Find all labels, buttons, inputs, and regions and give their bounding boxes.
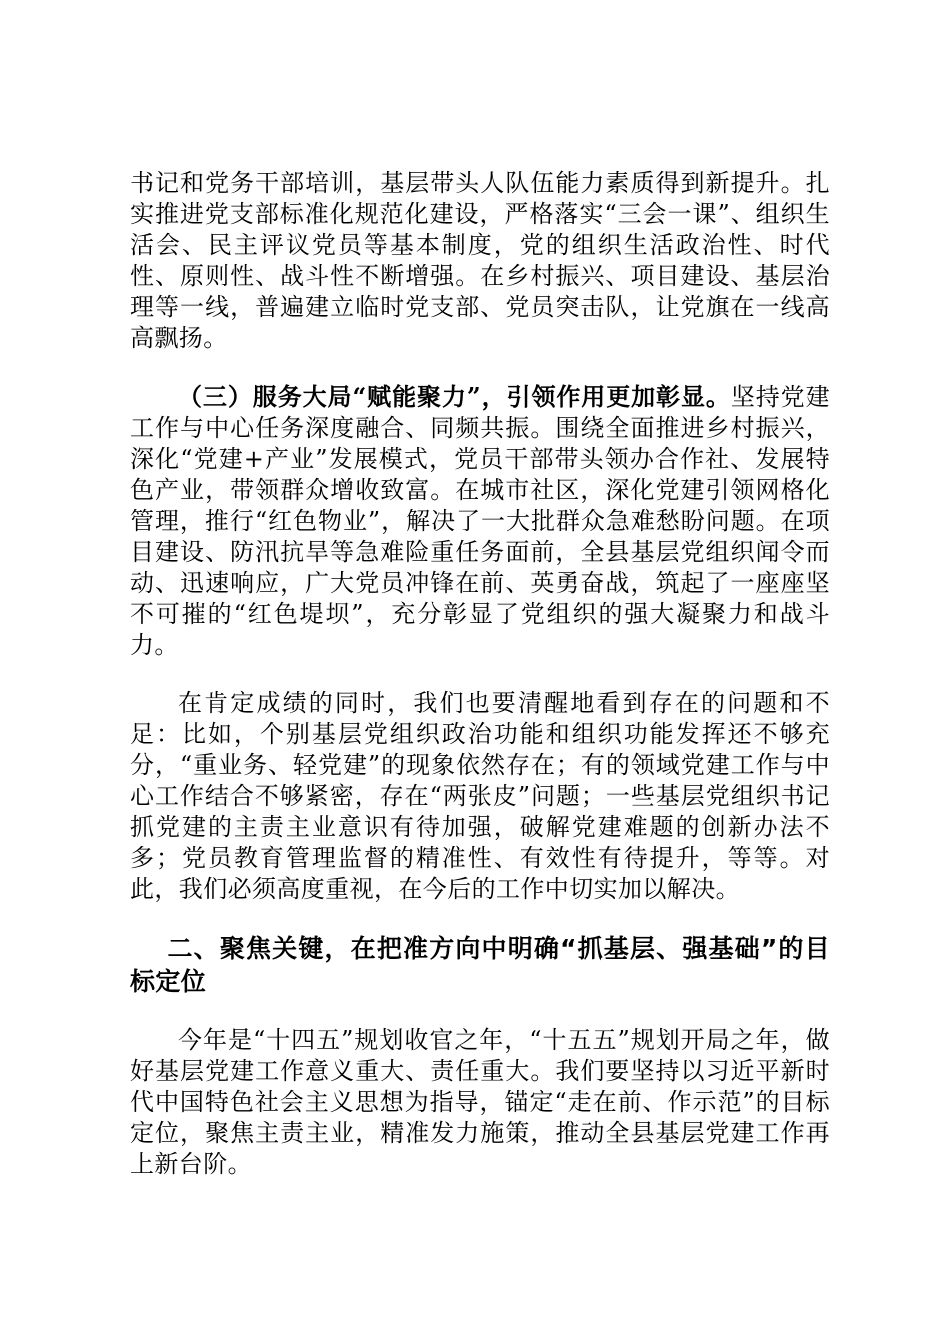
section-three-body: 坚持党建工作与中心任务深度融合、同频共振。围绕全面推进乡村振兴，深化“党建+产业”发展模式，党员干部带头领办合作社、发展特色产业，带领群众增收致富。在城市社区，深化党建引领网格化管理，推行“红色物业”，解决了一大批群众急难愁盼问题。在项目建设、防汛抗旱等急难险重任务面前，全县基层党组织闻令而动、迅速响应，广大党员冲锋在前、英勇奋战，筑起了一座座坚不可摧的“红色堤坝”，充分彰显了党组织的强大凝聚力和战斗力。 <box>130 383 830 659</box>
document-body <box>130 168 830 1207</box>
paragraph-problems: 在肯定成绩的同时，我们也要清醒地看到存在的问题和不足：比如，个别基层党组织政治功能和组织功能发挥还不够充分，“重业务、轻党建”的现象依然存在；有的领域党建工作与中心工作结合不够紧密，存在“两张皮”问题；一些基层党组织书记抓党建的主责主业意识有待加强，破解党建难题的创新办法不多；党员教育管理监督的精准性、有效性有待提升，等等。对此，我们必须高度重视，在今后的工作中切实加以解决。 <box>130 689 830 903</box>
section-three-lead: （三）服务大局“赋能聚力”，引领作用更加彰显。 <box>178 382 731 411</box>
paragraph-section-three <box>130 381 830 661</box>
section-two-heading: 二、聚焦关键，在把准方向中明确“抓基层、强基础”的目标定位 <box>130 934 830 996</box>
paragraph-goals: 今年是“十四五”规划收官之年，“十五五”规划开局之年，做好基层党建工作意义重大、责任重大。我们要坚持以习近平新时代中国特色社会主义思想为指导，锚定“走在前、作示范”的目标定位，聚焦主责主业，精准发力施策，推动全县基层党建工作再上新台阶。 <box>130 1026 830 1178</box>
paragraph-continued: 书记和党务干部培训，基层带头人队伍能力素质得到新提升。扎实推进党支部标准化规范化建设，严格落实“三会一课”、组织生活会、民主评议党员等基本制度，党的组织生活政治性、时代性、原则性、战斗性不断增强。在乡村振兴、项目建设、基层治理等一线，普遍建立临时党支部、党员突击队，让党旗在一线高高飘扬。 <box>130 169 830 352</box>
